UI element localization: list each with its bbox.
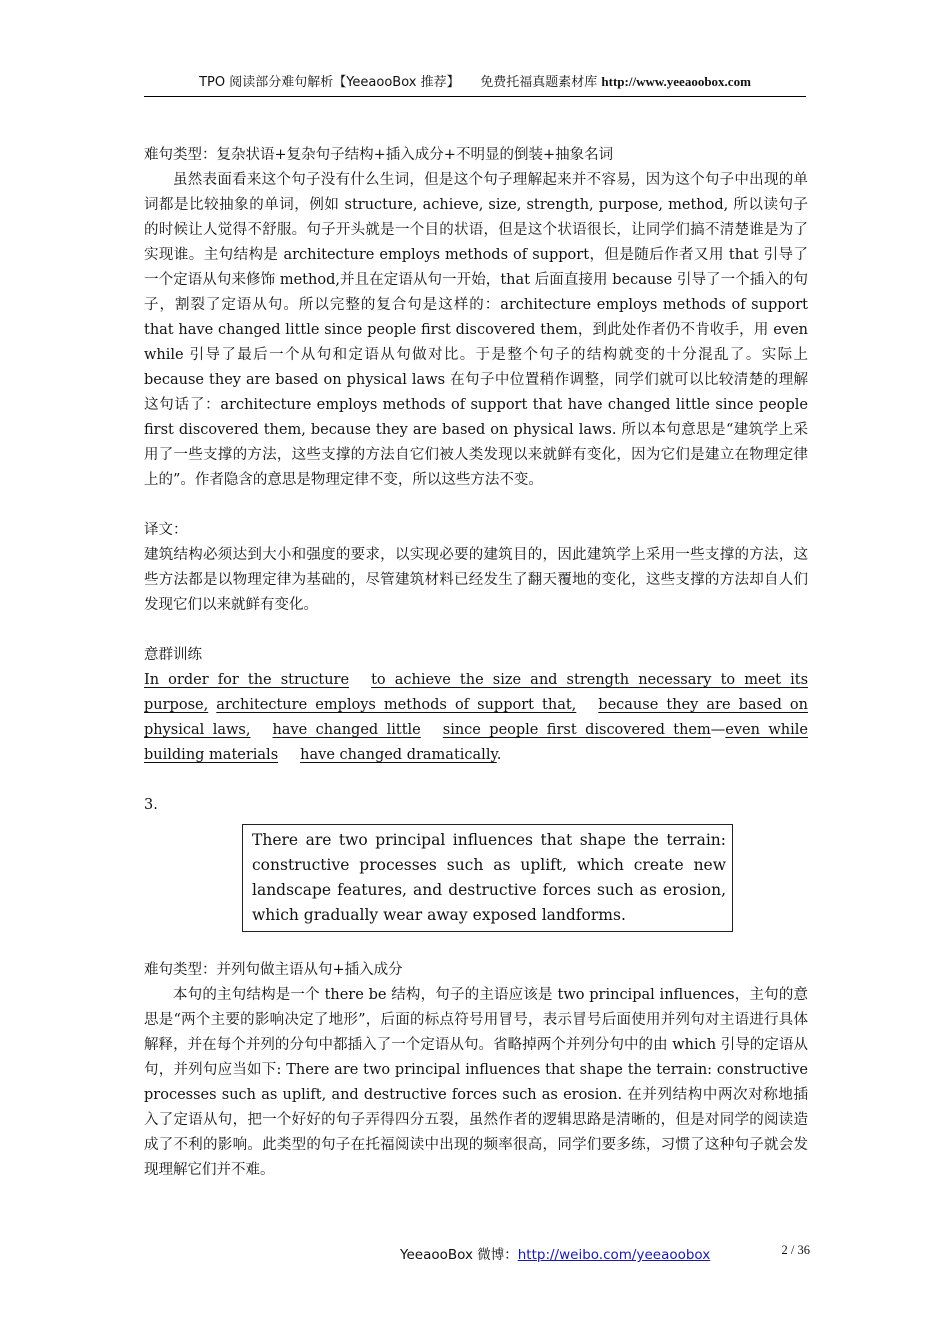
- chunk-dash: —: [710, 722, 726, 738]
- chunk-8: have changed dramatically: [300, 747, 497, 763]
- chunk-2: to achieve the size and strength necessary to meet its purpose,: [144, 672, 809, 713]
- section2-type-label: 难句类型：复杂状语+复杂句子结构+插入成分+不明显的倒装+抽象名词: [144, 147, 614, 163]
- page-header: [144, 72, 806, 97]
- chunk-3: architecture employs methods of support that,: [216, 697, 577, 713]
- chunk-4: because they are based on physical laws,: [144, 697, 808, 738]
- section2-analysis: 虽然表面看来这个句子没有什么生词，但是这个句子理解起来并不容易，因为这个句子中出现的单词都是比较抽象的单词，例如 structure, achieve, size, strength, purpose, method, 所以读句子的时候让人觉得不舒服。句子开头就是一个目的状语，但是这个状语很长，让同学们搞不清楚谁是为了实现谁。主句结构是 architecture employs methods of support，但是随后作者又用 that 引导了一个定语从句来修饰 method,并且在定语从句一开始，that 后面直接用 because 引导了一个插入的句子，割裂了定语从句。所以完整的复合句是这样的：architecture employs methods of support that have changed little since people first discovered them，到此处作者仍不肯收手，用 even while 引导了最后一个从句和定语从句做对比。于是整个句子的结构就变的十分混乱了。实际上 because they are based on physical laws 在句子中位置稍作调整，同学们就可以比较清楚的理解这句话了：architecture employs methods of support that have changed little since people first discovered them, because they are based on physical laws. 所以本句意思是“建筑学上采用了一些支撑的方法，这些支撑的方法自它们被人类发现以来就鲜有变化，因为它们是建立在物理定律上的”。作者隐含的意思是物理定律不变，所以这些方法不变。: [144, 172, 808, 488]
- section3-analysis: 本句的主句结构是一个 there be 结构，句子的主语应该是 two principal influences，主句的意思是“两个主要的影响决定了地形”，后面的标点符号用冒号，表示冒号后面使用并列句对主语进行具体解释，并在每个并列的分句中都插入了一个定语从句。省略掉两个并列分句中的由 which 引导的定语从句，并列句应当如下: There are two principal influences that shape the terrain: constructive processes such as uplift, and destructive forces such as erosion. 在并列结构中两次对称地插入了定语从句，把一个好好的句子弄得四分五裂，虽然作者的逻辑思路是清晰的，但是对同学的阅读造成了不利的影响。此类型的句子在托福阅读中出现的频率很高，同学们要多练，习惯了这种句子就会发现理解它们并不难。: [144, 987, 808, 1178]
- section3-type-label: 难句类型：并列句做主语从句+插入成分: [144, 962, 403, 978]
- page-footer: [400, 1243, 810, 1263]
- page-content: [144, 143, 808, 1183]
- header-tagline: 免费托福真题素材库: [480, 75, 598, 90]
- chunk-training: [144, 668, 808, 768]
- chunk-period: .: [496, 747, 502, 763]
- footer-weibo-link[interactable]: http://weibo.com/yeeaoobox: [517, 1247, 711, 1263]
- page-number: 2 / 36: [781, 1243, 810, 1257]
- chunk-1: In order for the structure: [144, 672, 350, 688]
- translation-text: 建筑结构必须达到大小和强度的要求，以实现必要的建筑目的，因此建筑学上采用一些支撑的方法，这些方法都是以物理定律为基础的，尽管建筑材料已经发生了翻天覆地的变化，这些支撑的方法却自人们发现它们以来就鲜有变化。: [144, 547, 808, 613]
- chunk-6: since people first discovered them: [442, 722, 711, 738]
- chunk-5: have changed little: [272, 722, 421, 738]
- section3-number: 3.: [144, 797, 158, 813]
- example-sentence: There are two principal influences that shape the terrain: constructive processes such as uplift, which create new landscape features, and destructive forces such as erosion, which gradually wear away exposed landforms.: [252, 831, 726, 924]
- header-site-link[interactable]: http://www.yeeaoobox.com: [601, 74, 751, 89]
- chunk-7: even while building materials: [144, 722, 808, 763]
- chunk-training-label: 意群训练: [144, 647, 202, 663]
- footer-label: YeeaooBox 微博：: [400, 1247, 518, 1263]
- translation-label: 译文：: [144, 522, 188, 538]
- example-sentence-box: [242, 824, 733, 932]
- header-title: TPO 阅读部分难句解析【YeeaooBox 推荐】: [199, 75, 460, 90]
